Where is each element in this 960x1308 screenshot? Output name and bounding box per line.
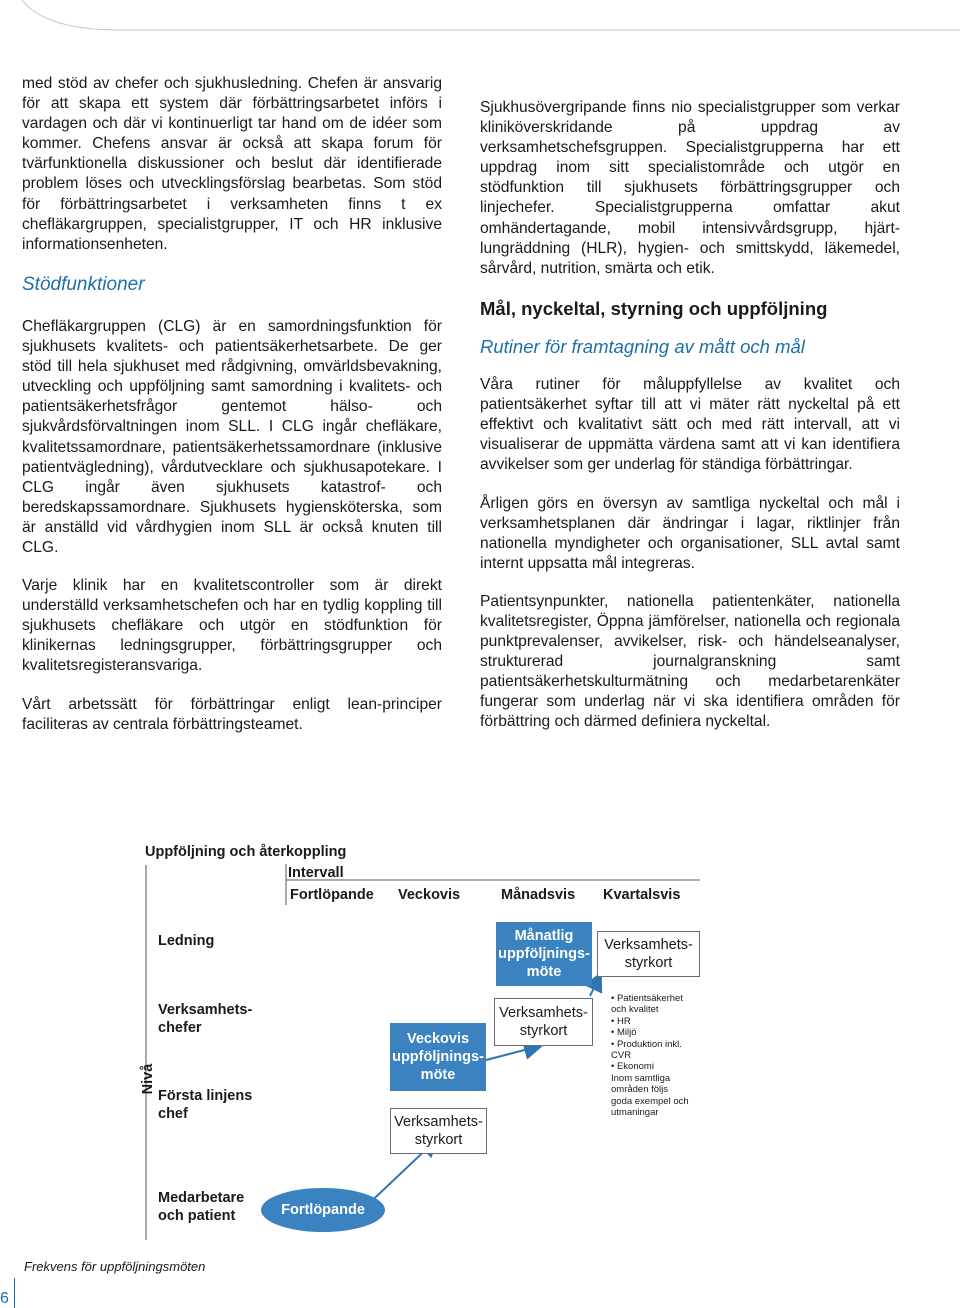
scorecard-bullet-list	[611, 993, 689, 1118]
axis-label-niva: Nivå	[140, 1063, 156, 1095]
continuous-ellipse: Fortlöpande	[261, 1188, 385, 1232]
weekly-meeting-line3: möte	[420, 1067, 456, 1083]
scorecard-middle-line1: Verksamhets-	[499, 1005, 588, 1021]
left-paragraph-4: Vårt arbetssätt för förbättringar enligt lean-principer faciliteras av centrala förbättringsteamet.	[22, 695, 442, 733]
monthly-meeting-line3: möte	[526, 964, 562, 980]
page-number-rule	[14, 1278, 15, 1308]
diagram-title: Uppföljning och återkoppling	[145, 844, 347, 860]
bullet-item: områden följs	[611, 1084, 669, 1096]
bullet-item: goda exempel och	[611, 1095, 689, 1107]
level-ledning: Ledning	[158, 933, 215, 949]
scorecard-top-line2: styrkort	[624, 955, 673, 971]
monthly-meeting-line1: Månatlig	[514, 928, 574, 944]
weekly-meeting-line2: uppföljnings-	[392, 1049, 484, 1065]
right-paragraph-2: Våra rutiner för måluppfyllelse av kvalitet och patientsäkerhet syftar till att vi mäter rätt nyckeltal på ett effektivt och kvalitativt sätt och med rätt intervall, att vi visualiserar de uppmätta värdena samt att vi kan identifiera avvikelser som ger underlag för ständiga förbättringar.	[480, 376, 900, 474]
right-paragraph-1: Sjukhusövergripande finns nio specialistgrupper som verkar kliniköverskridande på uppdrag av verksamhetschefsgruppen. Specialistgrupperna har ett uppdrag inom sitt specialistområde och utgör en stödfunktion till sjukhusets förbättringsgrupper och linjechefer. Specialistgrupperna omfattar akut omhändertagande, mobil intensivvårdsgrupp, hjärt-lungräddning (HLR), hygien- och smittskydd, läkemedel, sårvård, nutrition, smärta och etik.	[480, 99, 900, 277]
scorecard-box-middle	[494, 998, 593, 1046]
left-paragraph-1: med stöd av chefer och sjukhusledning. Chefen är ansvarig för att skapa ett system där förbättringsarbetet införs i vardagen och där vi kontinuerligt tar hand om de idéer som kommer. Chefens ansvar är också att skapa forum för tvärfunktionella diskussioner och beslut där identifierade problem löses och utvecklingsförslag bearbetas. Som stöd för förbättringsarbetet i verksamheten finns t ex chefläkargruppen, specialistgrupper, IT och HR inklusive informationsenheten.	[22, 75, 442, 253]
bullet-item: och kvalitet	[611, 1004, 659, 1016]
weekly-meeting-box	[390, 1023, 486, 1091]
left-paragraph-2: Chefläkargruppen (CLG) är en samordningsfunktion för sjukhusets kvalitets- och patientsäkerhetsarbete. De ger stöd till hela sjukhuset med rådgivning, omvärldsbevakning, utveckling och uppföljning samt samordning i kvalitets- och patientsäkerhetsfrågor gentemot hälso- och sjukvårdsförvaltningen inom SLL. I CLG ingår chefläkare, kvalitetssamordnare, patientsäkerhetssamordnare (inklusive patientvägledning), vårdutvecklare och sjukhusapotekare. I CLG ingår även sjukhusets katastrof- och beredskapssamordnare. Sjukhusets hygiensköterska, som är anställd vid vårdhygien inom SLL är också knuten till CLG.	[22, 317, 442, 556]
page-number: 6	[0, 1290, 9, 1307]
scorecard-low-line1: Verksamhets-	[394, 1114, 483, 1130]
interval-label: Intervall	[288, 865, 344, 881]
left-paragraph-3: Varje klinik har en kvalitetscontroller som är direkt underställd verksamhetschefen och har en tydlig koppling till sjukhusets chefläkare och utgör en stödfunktion för klinikernas ledningsgrupper, förbättringsgrupper och kvalitetsregisteransvariga.	[22, 577, 442, 675]
right-paragraph-4: Patientsynpunkter, nationella patientenkäter, nationella kvalitetsregister, Öppna jämförelser, nationella och regionala punktprevalenser, avvikelser, risk- och händelseanalyser, strukturerad journalgranskning samt patientsäkerhetskulturmätning och medarbetarenkäter fungerar som underlag när vi ska identifiera områden för förbättring och därmed definiera nyckeltal.	[480, 592, 900, 731]
monthly-meeting-box	[496, 922, 592, 986]
interval-fortlopande: Fortlöpande	[290, 887, 374, 903]
figure-caption: Frekvens för uppföljningsmöten	[24, 1259, 206, 1274]
interval-manadsvis: Månadsvis	[501, 887, 576, 903]
level-forsta-linjens-line1: Första linjens	[158, 1088, 253, 1104]
section-heading-stodfunktioner: Stödfunktioner	[22, 273, 145, 295]
level-medarbetare-line1: Medarbetare	[158, 1190, 245, 1206]
interval-veckovis: Veckovis	[398, 887, 461, 903]
level-verksamhetschefer-line1: Verksamhets-	[158, 1002, 253, 1018]
interval-kvartalsvis: Kvartalsvis	[603, 887, 681, 903]
scorecard-low-line2: styrkort	[414, 1132, 463, 1148]
bullet-item: utmaningar	[611, 1107, 659, 1119]
scorecard-box-top	[597, 931, 700, 977]
bullet-item: Inom samtliga	[611, 1072, 671, 1084]
level-forsta-linjens-line2: chef	[158, 1106, 188, 1122]
subheading-rutiner: Rutiner för framtagning av mått och mål	[480, 335, 805, 357]
bullet-item: CVR	[611, 1050, 632, 1062]
monthly-meeting-line2: uppföljnings-	[498, 946, 590, 962]
level-verksamhetschefer-line2: chefer	[158, 1020, 202, 1036]
bullet-item: • Produktion inkl.	[611, 1038, 682, 1050]
level-medarbetare-line2: och patient	[158, 1208, 236, 1224]
scorecard-box-low	[390, 1108, 487, 1154]
bullet-item: • Ekonomi	[611, 1061, 654, 1073]
scorecard-middle-line2: styrkort	[519, 1023, 568, 1039]
bullet-item: • HR	[611, 1015, 631, 1027]
scorecard-top-line1: Verksamhets-	[604, 937, 693, 953]
section-heading-mal: Mål, nyckeltal, styrning och uppföljning	[480, 297, 828, 319]
right-paragraph-3: Årligen görs en översyn av samtliga nyckeltal och mål i verksamhetsplanen där ändringar i lagar, riktlinjer från nationella myndigheter och organisationer, SLL avtal samt internt uppsatta mål integreras.	[480, 494, 900, 572]
bullet-item: • Miljö	[611, 1027, 637, 1039]
weekly-meeting-line1: Veckovis	[406, 1031, 470, 1047]
bullet-item: • Patientsäkerhet	[611, 993, 683, 1004]
arrow-to-monthly-scorecard	[486, 1046, 540, 1060]
